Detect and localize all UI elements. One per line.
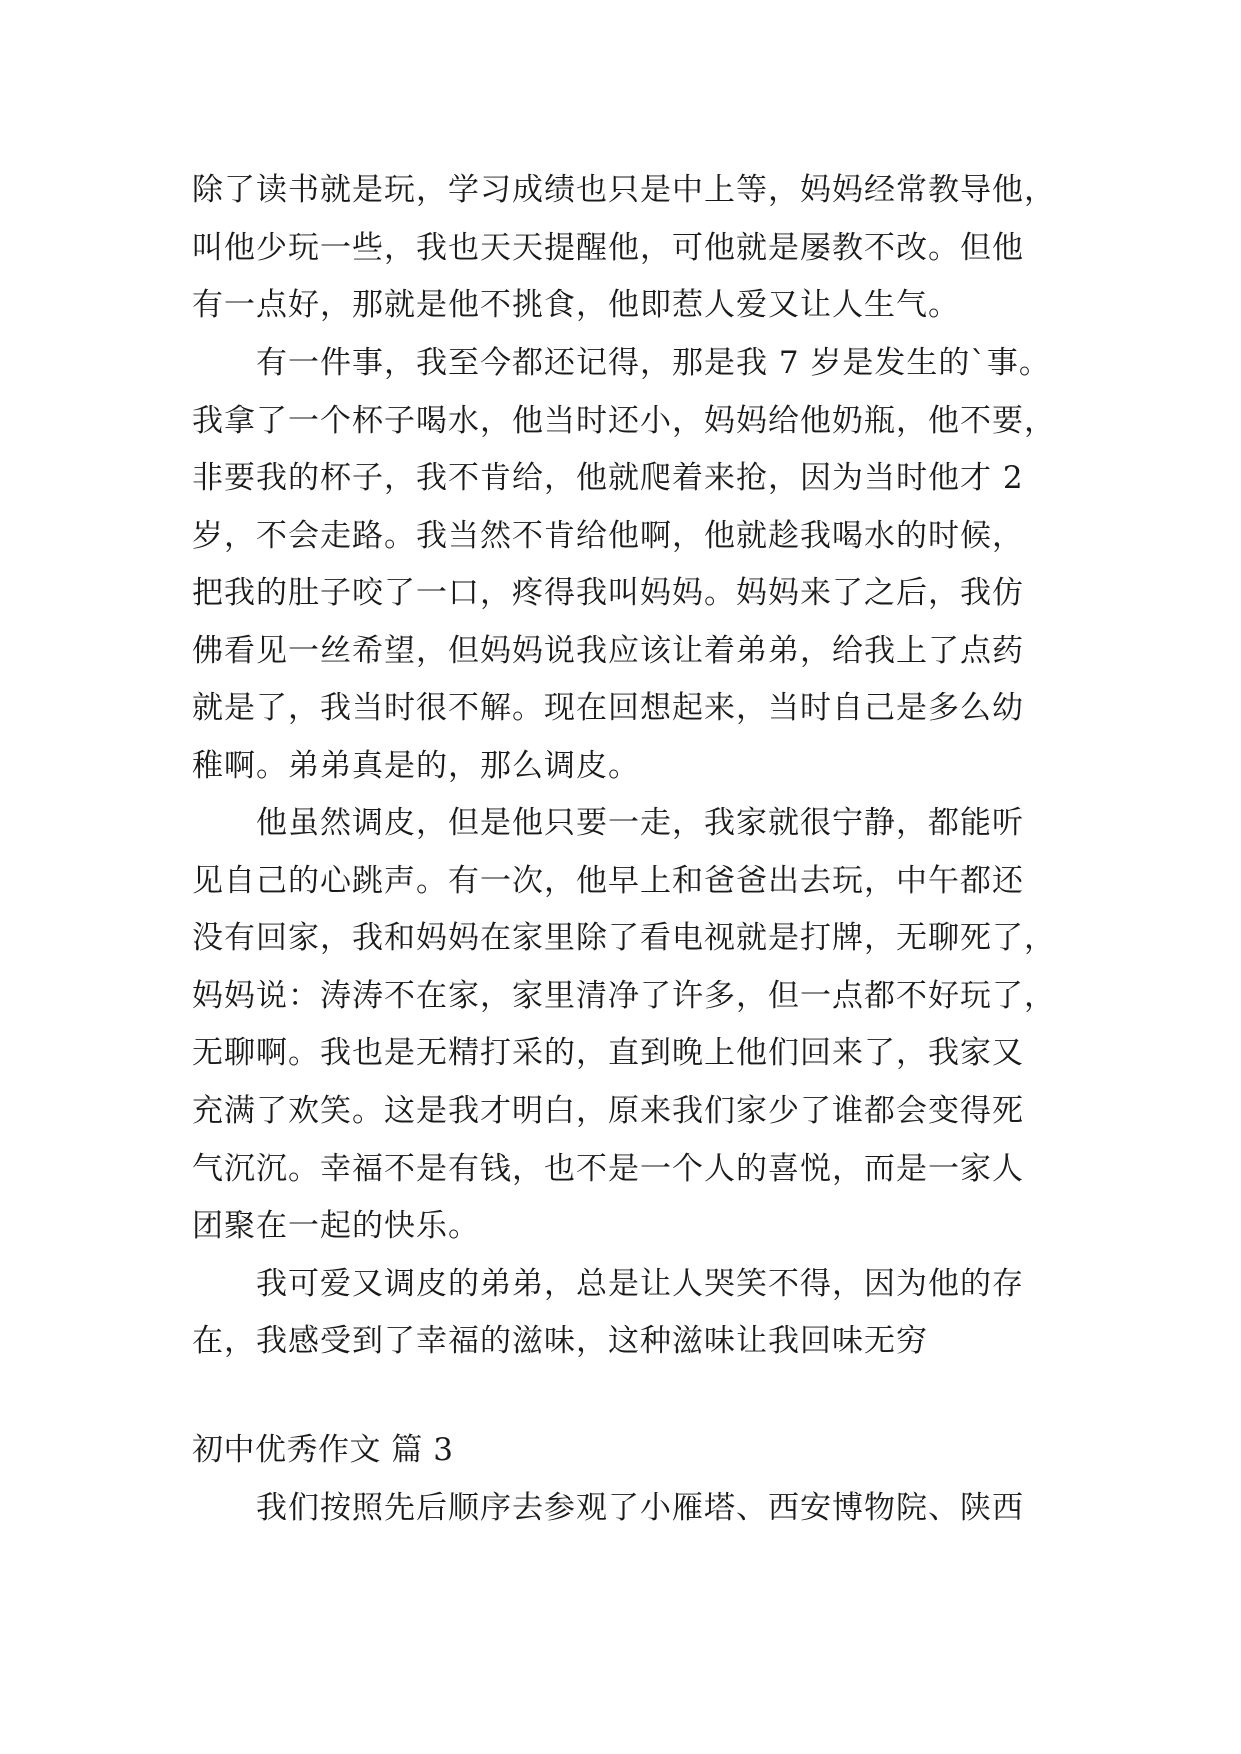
text-line: 叫他少玩一些，我也天天提醒他，可他就是屡教不改。但他 (192, 230, 1024, 266)
text-line: 就是了，我当时很不解。现在回想起来，当时自己是多么幼 (192, 690, 1024, 726)
text-line: 无聊啊。我也是无精打采的，直到晚上他们回来了，我家又 (192, 1035, 1024, 1071)
text-line: 把我的肚子咬了一口，疼得我叫妈妈。妈妈来了之后，我仿 (192, 575, 1024, 611)
text-line: 没有回家，我和妈妈在家里除了看电视就是打牌，无聊死了， (192, 920, 1056, 956)
text-line: 我拿了一个杯子喝水，他当时还小，妈妈给他奶瓶，他不要， (192, 403, 1056, 439)
text-line: 团聚在一起的快乐。 (192, 1208, 480, 1244)
text-line: 稚啊。弟弟真是的，那么调皮。 (192, 748, 640, 784)
text-line: 在，我感受到了幸福的滋味，这种滋味让我回味无穷 (192, 1323, 928, 1359)
text-line: 除了读书就是玩，学习成绩也只是中上等，妈妈经常教导他， (192, 172, 1056, 208)
text-line: 妈妈说：涛涛不在家，家里清净了许多，但一点都不好玩了， (192, 978, 1056, 1014)
text-line: 我可爱又调皮的弟弟，总是让人哭笑不得，因为他的存 (256, 1266, 1024, 1302)
text-line: 岁，不会走路。我当然不肯给他啊，他就趁我喝水的时候， (192, 518, 1024, 554)
section-heading: 初中优秀作文 篇 3 (192, 1432, 454, 1468)
text-line: 我们按照先后顺序去参观了小雁塔、西安博物院、陕西 (256, 1490, 1024, 1526)
text-line: 气沉沉。幸福不是有钱，也不是一个人的喜悦，而是一家人 (192, 1151, 1024, 1187)
text-line: 他虽然调皮，但是他只要一走，我家就很宁静，都能听 (256, 805, 1024, 841)
text-line: 有一点好，那就是他不挑食，他即惹人爱又让人生气。 (192, 287, 960, 323)
text-line: 见自己的心跳声。有一次，他早上和爸爸出去玩，中午都还 (192, 863, 1024, 899)
text-line: 佛看见一丝希望，但妈妈说我应该让着弟弟，给我上了点药 (192, 633, 1024, 669)
text-line: 充满了欢笑。这是我才明白，原来我们家少了谁都会变得死 (192, 1093, 1024, 1129)
text-line: 非要我的杯子，我不肯给，他就爬着来抢，因为当时他才 2 (192, 460, 1024, 496)
text-line: 有一件事，我至今都还记得，那是我 7 岁是发生的`事。 (256, 345, 1051, 381)
